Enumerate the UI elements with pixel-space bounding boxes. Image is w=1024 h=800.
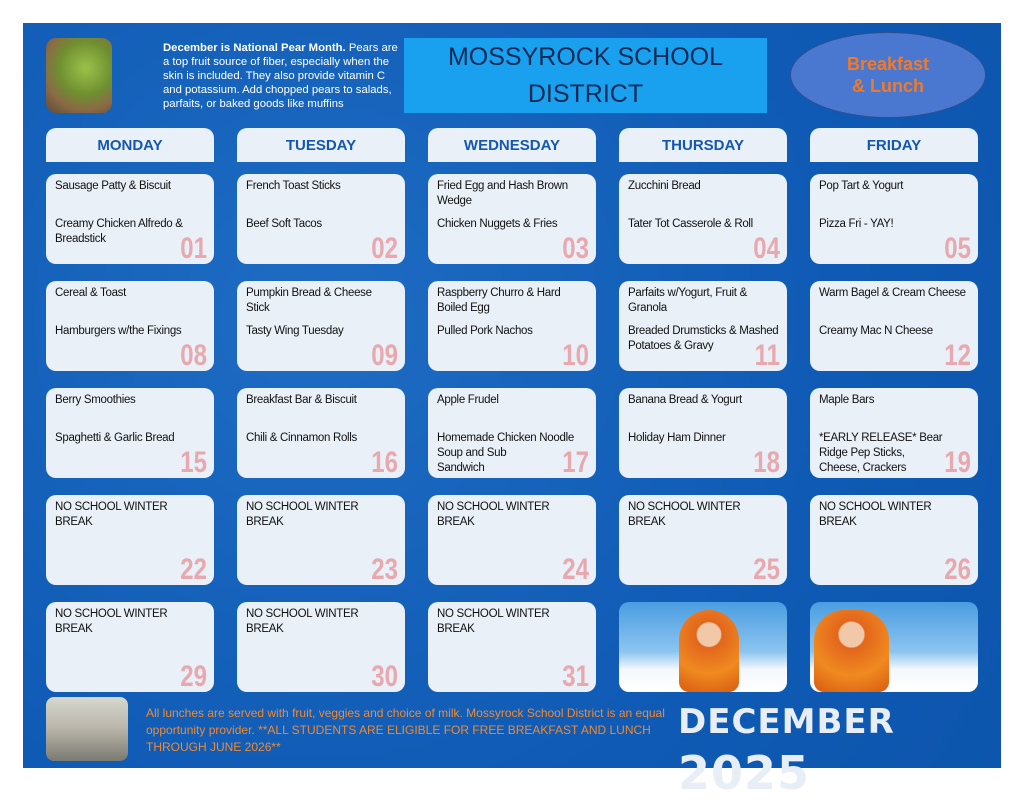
breakfast-item: NO SCHOOL WINTER BREAK (628, 501, 741, 528)
badge-line1: Breakfast (846, 54, 930, 74)
day-cell (237, 174, 405, 264)
pear-month-note (163, 41, 403, 111)
lunch-area (437, 538, 589, 585)
breakfast-item: NO SCHOOL WINTER BREAK (55, 608, 168, 635)
day-number: 01 (180, 232, 207, 265)
day-cell (428, 388, 596, 478)
day-number: 18 (753, 446, 780, 479)
badge-line2: & Lunch (852, 76, 924, 96)
lunch-item: Spaghetti & Garlic Bread (55, 432, 175, 444)
day-number: 31 (562, 660, 589, 693)
lunch-area (55, 645, 207, 692)
lunch-item: Chili & Cinnamon Rolls (246, 432, 358, 444)
day-number: 29 (180, 660, 207, 693)
day-cell (237, 281, 405, 371)
breakfast-item: French Toast Sticks (246, 180, 341, 192)
day-header-wednesday: WEDNESDAY (428, 128, 596, 162)
day-cell (46, 495, 214, 585)
day-number: 03 (562, 232, 589, 265)
day-cell (237, 495, 405, 585)
day-cell (810, 174, 978, 264)
lunch-area (437, 645, 589, 692)
lunch-area (246, 538, 398, 585)
breakfast-item: NO SCHOOL WINTER BREAK (55, 501, 168, 528)
breakfast-item: NO SCHOOL WINTER BREAK (819, 501, 932, 528)
school-photo (46, 697, 128, 761)
lunch-item: Tasty Wing Tuesday (246, 325, 344, 337)
day-cell (428, 602, 596, 692)
day-cell (619, 281, 787, 371)
breakfast-lunch-badge (790, 32, 986, 118)
day-number: 02 (371, 232, 398, 265)
lunch-area (55, 431, 207, 478)
lunch-item: Homemade Chicken Noodle Soup and Sub Sandwich (437, 432, 574, 474)
breakfast-item: NO SCHOOL WINTER BREAK (246, 501, 359, 528)
lunch-area (437, 324, 589, 371)
day-header-thursday: THURSDAY (619, 128, 787, 162)
day-number: 22 (180, 553, 207, 586)
lunch-item: Beef Soft Tacos (246, 218, 322, 230)
year: 2025 (678, 746, 811, 800)
day-cell (428, 281, 596, 371)
day-cell (428, 495, 596, 585)
lunch-item: Pizza Fri - YAY! (819, 218, 894, 230)
day-cell (46, 174, 214, 264)
pear-text: Pears are a top fruit source of fiber, especially when the skin is included. They also provide vitamin C and potassium. Add chopped pears to salads, parfaits, or baked goods like muffins (163, 42, 398, 110)
day-number: 30 (371, 660, 398, 693)
lunch-item: Creamy Mac N Cheese (819, 325, 933, 337)
lunch-item: Tater Tot Casserole & Roll (628, 218, 753, 230)
breakfast-item: Cereal & Toast (55, 287, 127, 299)
lunch-item: Chicken Nuggets & Fries (437, 218, 558, 230)
breakfast-item: Sausage Patty & Biscuit (55, 180, 171, 192)
breakfast-item: Zucchini Bread (628, 180, 701, 192)
breakfast-item: Apple Frudel (437, 394, 499, 406)
day-cell (46, 281, 214, 371)
month-title (678, 702, 1024, 800)
day-number: 24 (562, 553, 589, 586)
day-number: 04 (753, 232, 780, 265)
day-cell (428, 174, 596, 264)
lunch-area (437, 431, 589, 478)
day-number: 19 (944, 446, 971, 479)
day-number: 16 (371, 446, 398, 479)
lunch-area (819, 217, 971, 264)
footer-note: All lunches are served with fruit, veggies and choice of milk. Mossyrock School District is an equal opportunity provider. **ALL STUDENTS ARE ELIGIBLE FOR FREE BREAKFAST AND LUNCH THROUGH JUNE 2026** (146, 706, 665, 754)
breakfast-item: Pop Tart & Yogurt (819, 180, 904, 192)
day-number: 12 (944, 339, 971, 372)
lunch-item: *EARLY RELEASE* Bear Ridge Pep Sticks, Cheese, Crackers (819, 432, 943, 474)
district-title (404, 38, 767, 113)
kid-snow-photo-2 (810, 602, 978, 692)
day-cell (810, 388, 978, 478)
day-cell (619, 388, 787, 478)
lunch-area (819, 538, 971, 585)
day-cell (237, 602, 405, 692)
day-number: 26 (944, 553, 971, 586)
day-number: 08 (180, 339, 207, 372)
lunch-item: Breaded Drumsticks & Mashed Potatoes & Gravy (628, 325, 779, 352)
day-number: 23 (371, 553, 398, 586)
breakfast-item: Pumpkin Bread & Cheese Stick (246, 287, 372, 314)
pear-image (46, 38, 112, 113)
lunch-area (628, 538, 780, 585)
lunch-area (819, 431, 971, 478)
day-cell (237, 388, 405, 478)
breakfast-item: Breakfast Bar & Biscuit (246, 394, 357, 406)
day-number: 11 (754, 339, 780, 372)
lunch-area (628, 217, 780, 264)
lunch-area (628, 431, 780, 478)
district-line1: MOSSYROCK SCHOOL (447, 43, 724, 71)
day-cell (46, 388, 214, 478)
lunch-area (246, 645, 398, 692)
lunch-area (55, 538, 207, 585)
breakfast-item: Raspberry Churro & Hard Boiled Egg (437, 287, 561, 314)
pear-title: December is National Pear Month. (163, 42, 346, 54)
kid-snow-photo-1 (619, 602, 787, 692)
lunch-item: Pulled Pork Nachos (437, 325, 533, 337)
breakfast-item: Berry Smoothies (55, 394, 136, 406)
breakfast-item: Warm Bagel & Cream Cheese (819, 287, 966, 299)
day-cell (619, 174, 787, 264)
day-cell (810, 495, 978, 585)
breakfast-item: NO SCHOOL WINTER BREAK (246, 608, 359, 635)
day-number: 15 (180, 446, 207, 479)
day-header-tuesday: TUESDAY (237, 128, 405, 162)
lunch-area (55, 217, 207, 264)
breakfast-item: Parfaits w/Yogurt, Fruit & Granola (628, 287, 747, 314)
breakfast-item: NO SCHOOL WINTER BREAK (437, 608, 550, 635)
breakfast-item: NO SCHOOL WINTER BREAK (437, 501, 550, 528)
breakfast-item: Fried Egg and Hash Brown Wedge (437, 180, 568, 207)
lunch-area (246, 431, 398, 478)
day-number: 25 (753, 553, 780, 586)
breakfast-item: Maple Bars (819, 394, 875, 406)
day-cell (46, 602, 214, 692)
day-header-friday: FRIDAY (810, 128, 978, 162)
lunch-area (55, 324, 207, 371)
day-number: 10 (562, 339, 589, 372)
lunch-area (437, 217, 589, 264)
month-name: DECEMBER (678, 702, 895, 742)
day-header-monday: MONDAY (46, 128, 214, 162)
lunch-area (628, 324, 780, 371)
lunch-area (246, 324, 398, 371)
day-number: 05 (944, 232, 971, 265)
lunch-area (819, 324, 971, 371)
district-line2: DISTRICT (527, 80, 644, 108)
lunch-item: Hamburgers w/the Fixings (55, 325, 182, 337)
day-cell (810, 281, 978, 371)
day-number: 09 (371, 339, 398, 372)
lunch-item: Creamy Chicken Alfredo & Breadstick (55, 218, 183, 245)
lunch-area (246, 217, 398, 264)
day-cell (619, 495, 787, 585)
breakfast-item: Banana Bread & Yogurt (628, 394, 742, 406)
lunch-item: Holiday Ham Dinner (628, 432, 726, 444)
day-number: 17 (562, 446, 589, 479)
